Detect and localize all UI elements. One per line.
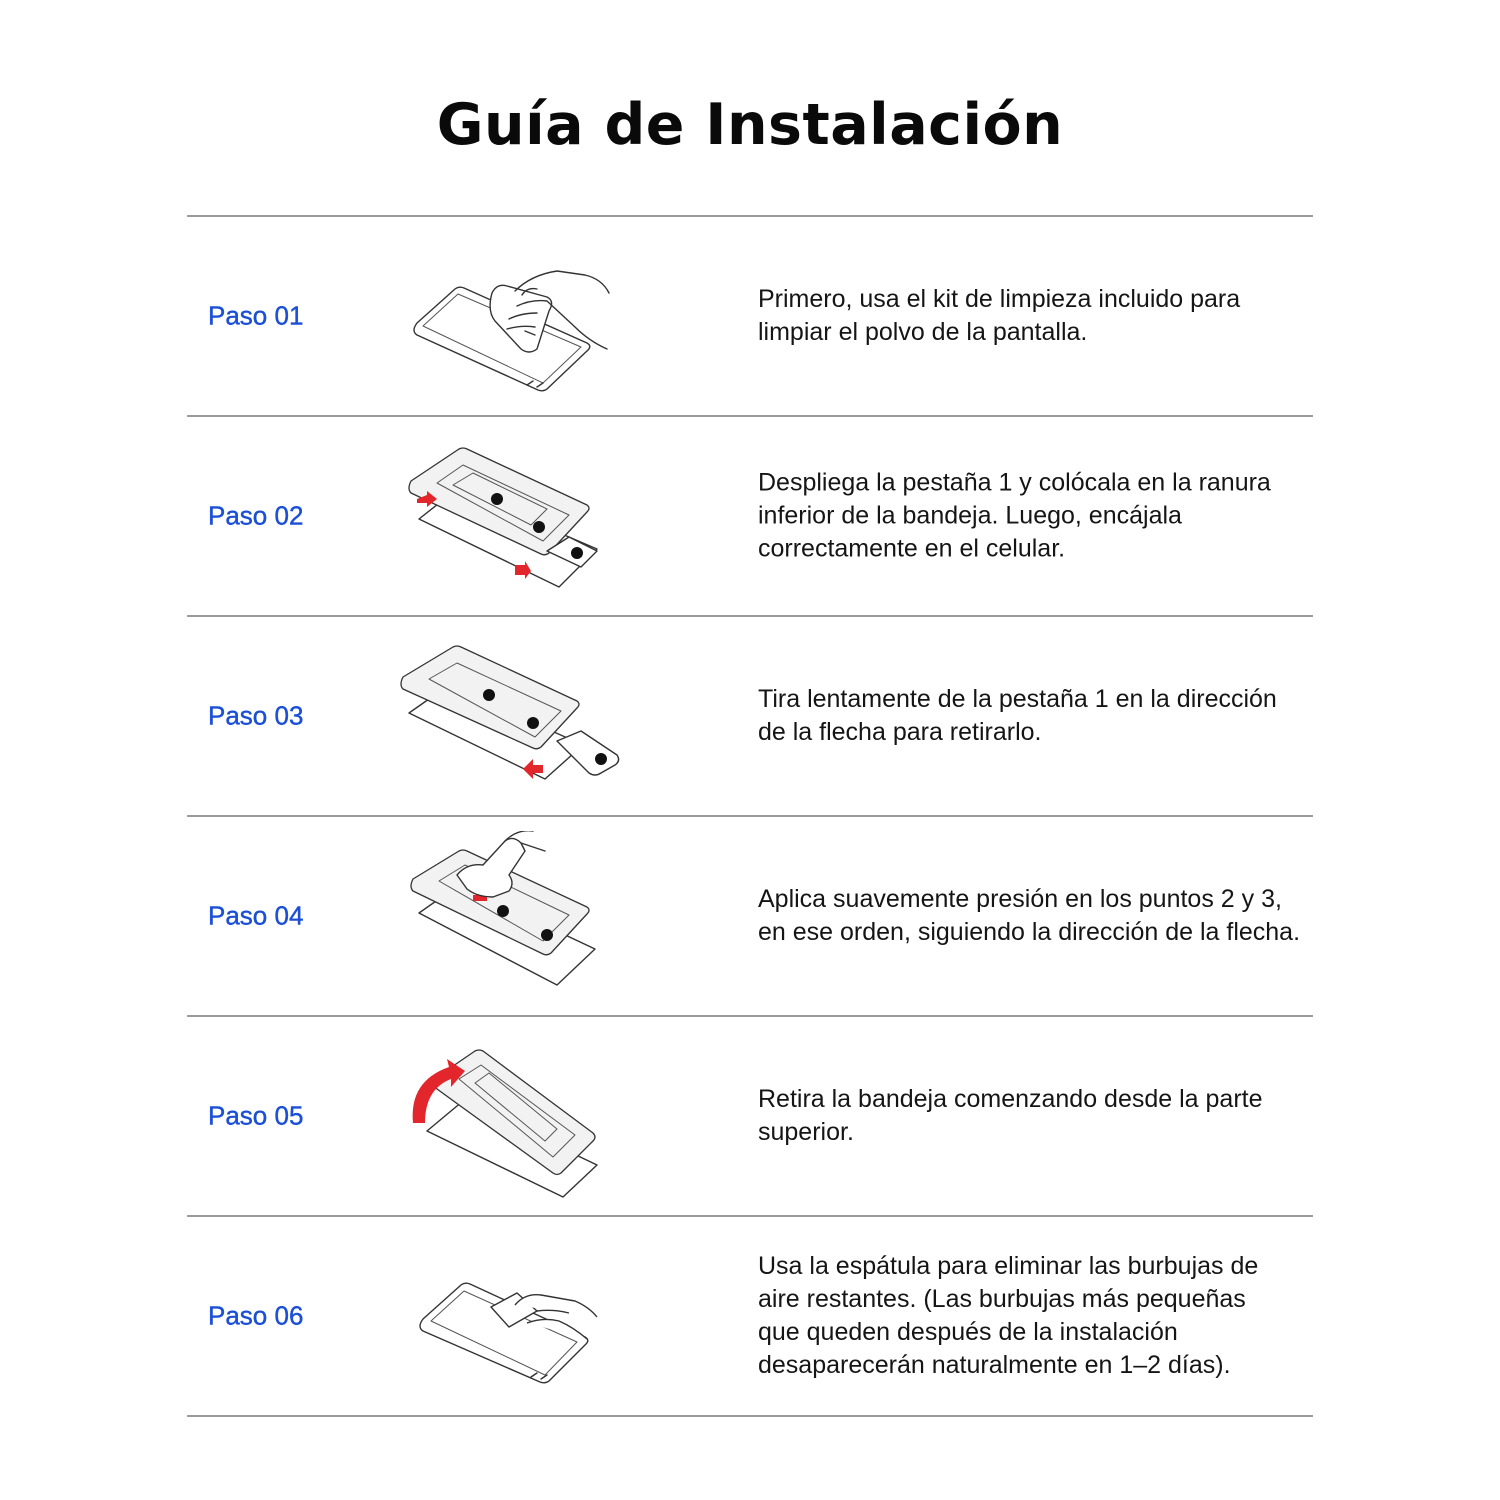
pull-tab-icon	[397, 631, 627, 801]
hand-cleaning-phone-icon	[397, 231, 627, 401]
step-label: Paso 03	[208, 700, 304, 731]
step-description: Usa la espátula para eliminar las burbujas de aire restantes. (Las burbujas más pequeñas que queden después de la instalación desaparecerán naturalmente en 1–2 días).	[758, 1252, 1259, 1379]
step-row-6	[187, 1215, 1313, 1417]
step-label: Paso 01	[208, 300, 304, 331]
page-title: Guía de Instalación	[436, 92, 1064, 158]
step-label: Paso 05	[208, 1100, 304, 1131]
step-description: Aplica suavemente presión en los puntos 2 y 3, en ese orden, siguiendo la dirección de la flecha.	[758, 885, 1301, 946]
step-row-5	[187, 1015, 1313, 1215]
tray-on-phone-icon	[397, 431, 627, 601]
step-row-4	[187, 815, 1313, 1015]
step-description: Tira lentamente de la pestaña 1 en la dirección de la flecha para retirarlo.	[758, 685, 1277, 746]
step-description: Primero, usa el kit de limpieza incluido para limpiar el polvo de la pantalla.	[758, 285, 1241, 346]
step-label: Paso 04	[208, 900, 304, 931]
squeegee-bubbles-icon	[397, 1231, 627, 1401]
step-label: Paso 02	[208, 500, 304, 531]
steps-list	[187, 215, 1313, 1417]
remove-tray-icon	[397, 1031, 627, 1201]
press-points-icon	[397, 831, 627, 1001]
step-row-3	[187, 615, 1313, 815]
step-row-1	[187, 215, 1313, 415]
step-row-2	[187, 415, 1313, 615]
step-description: Retira la bandeja comenzando desde la parte superior.	[758, 1085, 1263, 1146]
step-label: Paso 06	[208, 1300, 304, 1331]
step-description: Despliega la pestaña 1 y colócala en la ranura inferior de la bandeja. Luego, encájala correctamente en el celular.	[758, 468, 1271, 563]
